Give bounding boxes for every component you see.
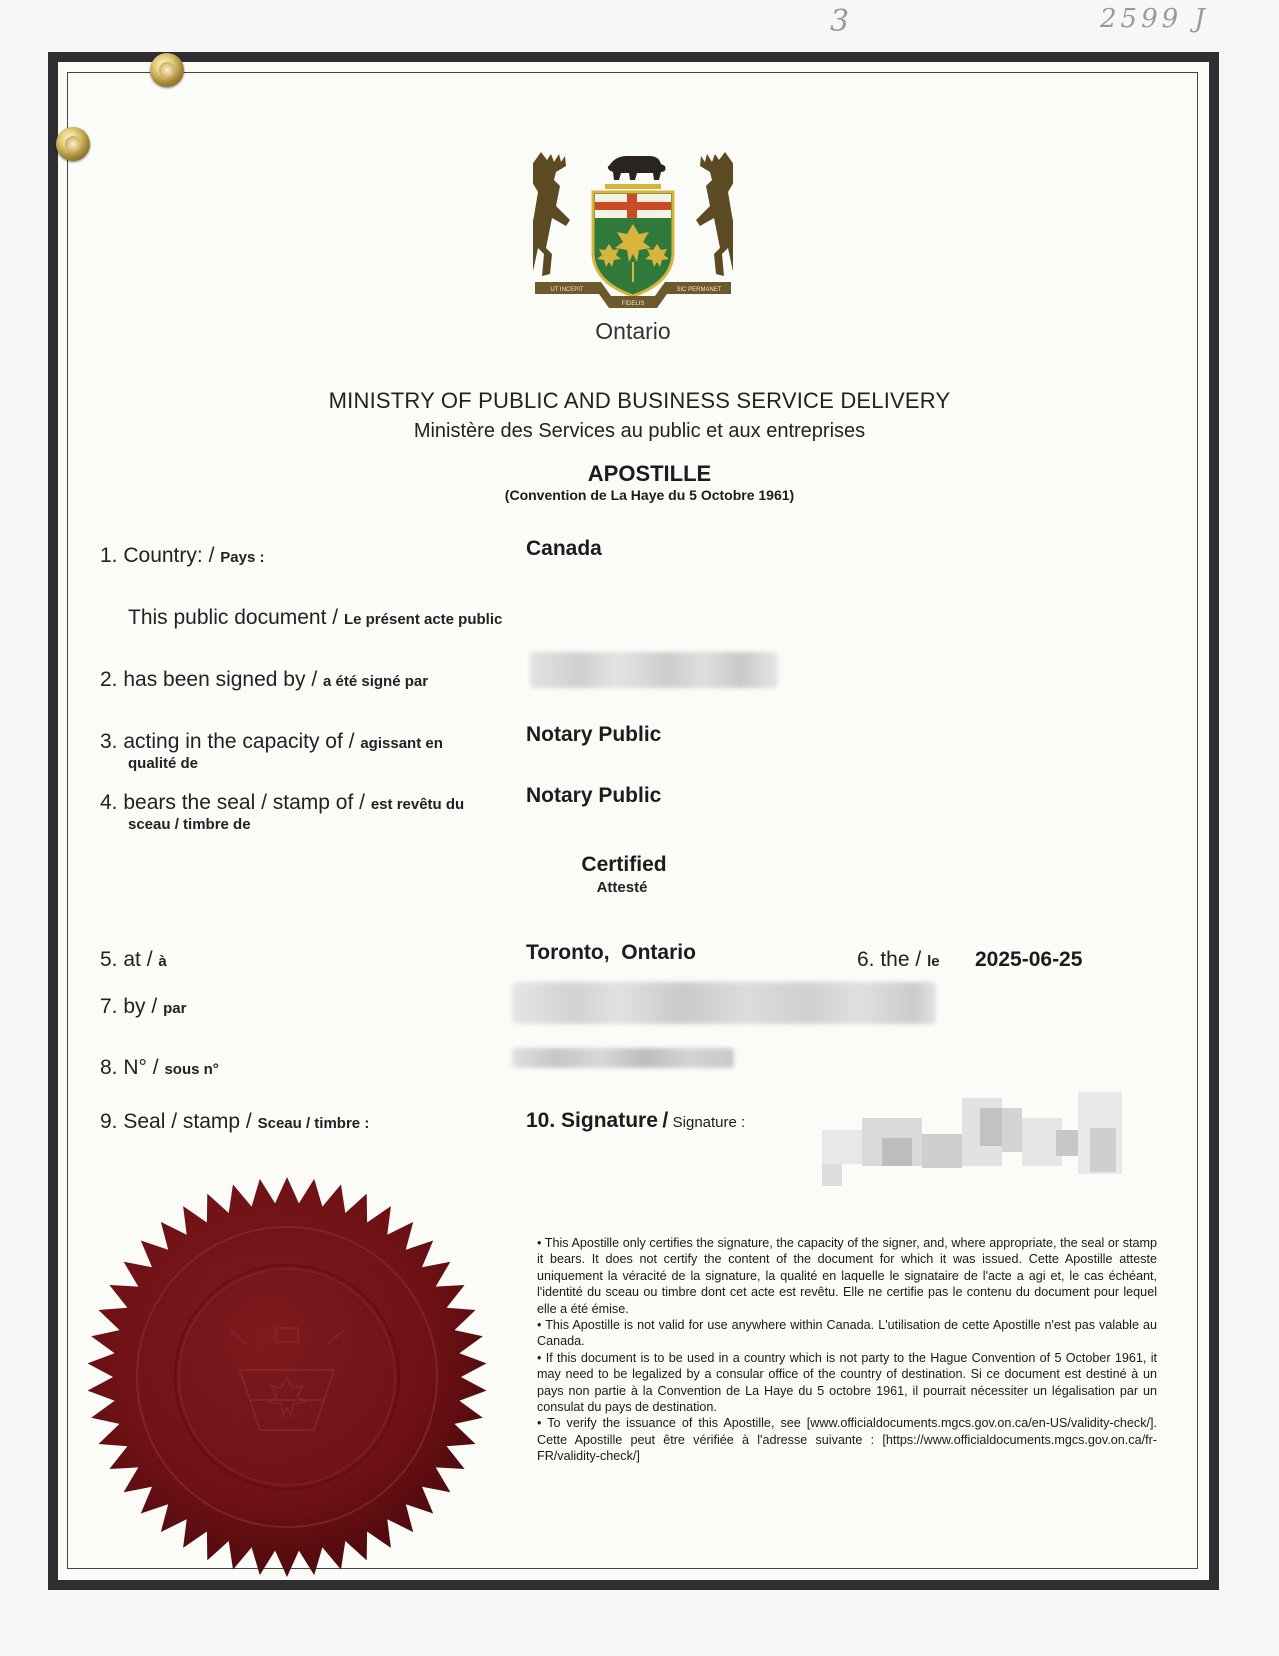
- moose-left-icon: [533, 152, 570, 278]
- ministry-embossed-seal: [80, 1170, 494, 1584]
- date-label: 6. the / le: [857, 948, 940, 971]
- country-label: 1. Country: / Pays :: [100, 544, 265, 567]
- svg-text:FIDELIS: FIDELIS: [621, 301, 645, 307]
- seal-of-label-fr-cont: sceau / timbre de: [128, 816, 251, 833]
- signature-label: 10. Signature / Signature :: [526, 1109, 746, 1132]
- ontario-caption: Ontario: [595, 318, 671, 344]
- note-item: • If this document is to be used in a country which is not party to the Hague Convention of 5 October 1961, it may need to be legalized by a consular office of the country of destination. Si ce document est destiné à un pays non partie à la Convention de La Haye du 5 octobre 1961, il pourrait nécessiter un légalisation par un consulat du pays de destination.: [537, 1350, 1157, 1415]
- svg-text:SIC PERMANET: SIC PERMANET: [676, 287, 722, 293]
- bear-icon: [605, 156, 666, 189]
- place-label: 5. at / à: [100, 948, 167, 971]
- capacity-label-fr-cont: qualité de: [128, 755, 199, 772]
- note-item: • This Apostille is not valid for use anywhere within Canada. L'utilisation de cette Apostille n'est pas valable au Canada.: [537, 1318, 1157, 1349]
- ministry-name-fr: Ministère des Services au public et aux entreprises: [413, 420, 866, 442]
- apostille-notes: [537, 1235, 1157, 1465]
- country-value: Canada: [526, 537, 602, 560]
- number-value-redacted: [512, 1048, 734, 1068]
- signed-by-label: 2. has been signed by / a été signé par: [100, 668, 429, 691]
- number-label: 8. N° / sous n°: [100, 1056, 219, 1079]
- signature-redacted: [820, 1088, 1140, 1204]
- handwritten-page-number: 3: [830, 4, 850, 39]
- public-document-label: This public document / Le présent acte public: [128, 606, 503, 629]
- seal-of-label: 4. bears the seal / stamp of / est revêtu du: [100, 791, 465, 814]
- issuer-label: 7. by / par: [100, 995, 187, 1018]
- note-item: • This Apostille only certifies the signature, the capacity of the signer, and, where appropriate, the seal or stamp it bears. It does not certify the content of the document for which it was issued. Cette Apostille atteste uniquement la véracité de la signature, la qualité en laquelle le signataire de l'acte a agi et, le cas échéant, l'identité du sceau ou timbre dont cet acte est revêtu. Elle ne certifie pas le contenu du document pour lequel elle a été émise.: [537, 1236, 1157, 1316]
- svg-text:UT INCEPIT: UT INCEPIT: [550, 287, 584, 293]
- shield-icon: [593, 192, 673, 296]
- capacity-label: 3. acting in the capacity of / agissant en: [100, 730, 443, 753]
- certified-en: Certified: [581, 853, 667, 876]
- ontario-coat-of-arms: [533, 146, 733, 318]
- capacity-value: Notary Public: [526, 723, 662, 746]
- handwritten-reference: 2599 J: [1100, 4, 1209, 34]
- binding-rivet-left: [56, 127, 90, 161]
- document-subtitle: (Convention de La Haye du 5 Octobre 1961): [504, 487, 795, 503]
- document-title: APOSTILLE: [587, 461, 712, 486]
- seal-stamp-label: 9. Seal / stamp / Sceau / timbre :: [100, 1110, 370, 1133]
- date-value: 2025-06-25: [975, 948, 1083, 971]
- seal-of-value: Notary Public: [526, 784, 662, 807]
- signed-by-value-redacted: [530, 652, 778, 688]
- note-item: • To verify the issuance of this Apostille, see [www.officialdocuments.mgcs.gov.on.ca/en-US/validity-check/]. Cette Apostille peut être vérifiée à l'adresse suivante : [https://www.officialdocuments.mgcs.gov.on.ca/fr-FR/validity-check/]: [537, 1416, 1157, 1464]
- ministry-name-en: MINISTRY OF PUBLIC AND BUSINESS SERVICE DELIVERY: [328, 388, 951, 413]
- place-value: Toronto, Ontario: [526, 941, 696, 964]
- moose-right-icon: [696, 152, 733, 278]
- certified-fr: Attesté: [596, 879, 648, 896]
- issuer-value-redacted: [512, 982, 936, 1024]
- binding-rivet-top: [150, 53, 184, 87]
